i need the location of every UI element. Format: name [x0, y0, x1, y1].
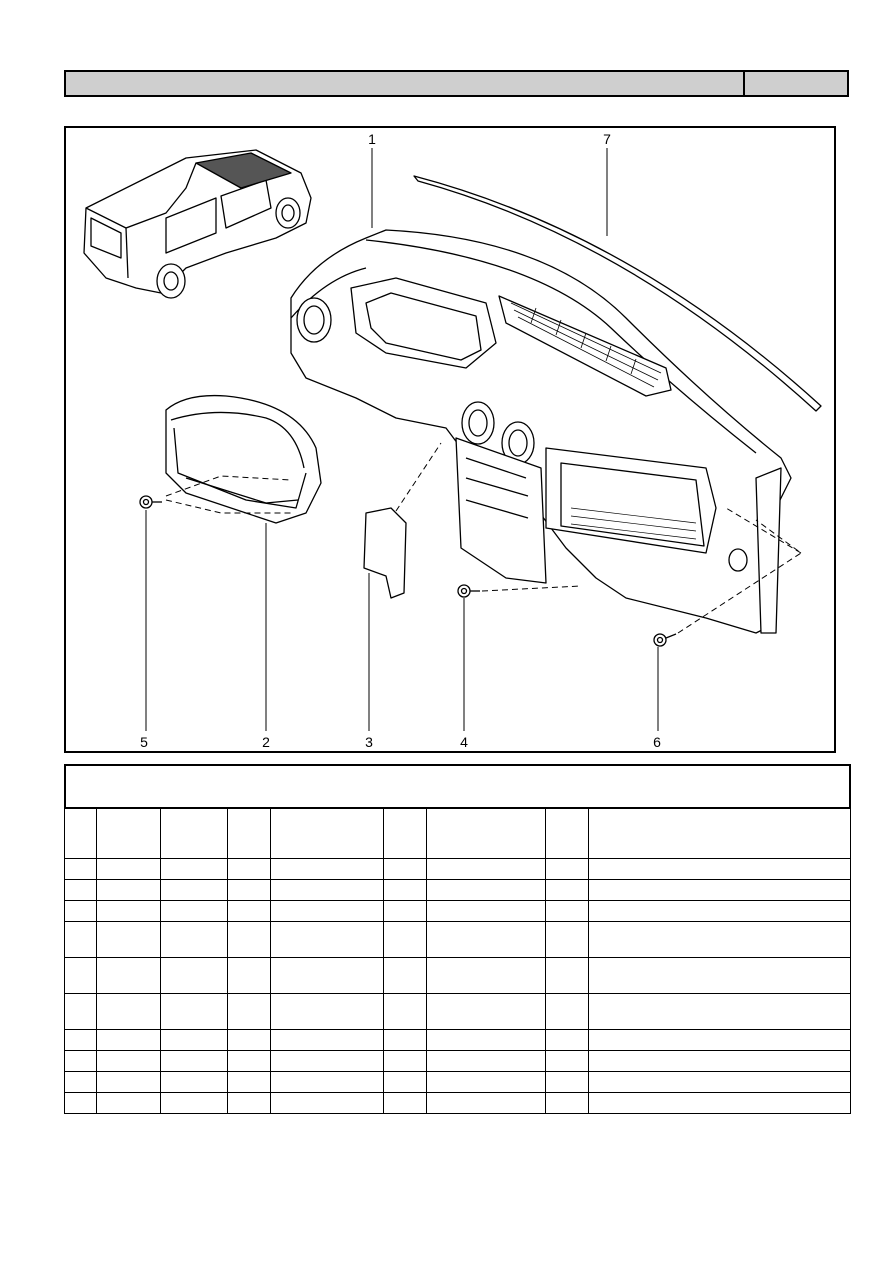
- callout-1: 1: [368, 131, 376, 147]
- table-cell: [65, 1072, 97, 1093]
- table-cell: [160, 1030, 227, 1051]
- dashboard-main-part: [291, 230, 791, 633]
- table-cell: [65, 1051, 97, 1072]
- table-cell: [427, 901, 546, 922]
- table-cell: [160, 922, 227, 958]
- table-cell: [589, 958, 851, 994]
- table-cell: [227, 1051, 270, 1072]
- table-cell: [160, 958, 227, 994]
- table-cell: [65, 880, 97, 901]
- table-cell: [270, 1030, 383, 1051]
- table-cell: [589, 994, 851, 1030]
- table-cell: [270, 958, 383, 994]
- screw-6: [654, 634, 676, 646]
- table-cell: [270, 1072, 383, 1093]
- table-cell: [383, 1051, 427, 1072]
- table-row: [65, 1030, 851, 1051]
- table-row: [65, 880, 851, 901]
- table-cell: [96, 1072, 160, 1093]
- table-cell: [160, 1051, 227, 1072]
- table-cell: [227, 809, 270, 859]
- table-cell: [160, 994, 227, 1030]
- table-cell: [65, 958, 97, 994]
- table-cell: [160, 880, 227, 901]
- table-cell: [227, 1093, 270, 1114]
- table-cell: [270, 922, 383, 958]
- table-cell: [227, 1072, 270, 1093]
- table-cell: [227, 994, 270, 1030]
- screw-5: [140, 496, 162, 508]
- table-cell: [427, 1051, 546, 1072]
- table-row: [65, 922, 851, 958]
- table-row: [65, 958, 851, 994]
- table-cell: [65, 901, 97, 922]
- exploded-view-figure: [64, 126, 836, 753]
- table-cell: [589, 1051, 851, 1072]
- table-cell: [96, 901, 160, 922]
- table-cell: [427, 1093, 546, 1114]
- table-cell: [427, 859, 546, 880]
- table-cell: [546, 1093, 589, 1114]
- table-cell: [427, 1072, 546, 1093]
- table-cell: [227, 958, 270, 994]
- table-cell: [427, 922, 546, 958]
- table-cell: [546, 922, 589, 958]
- callout-6: 6: [653, 734, 661, 750]
- table-cell: [96, 1051, 160, 1072]
- table-cell: [383, 922, 427, 958]
- table-cell: [546, 809, 589, 859]
- table-cell: [383, 1072, 427, 1093]
- table-cell: [383, 880, 427, 901]
- table-cell: [227, 859, 270, 880]
- table-cell: [96, 994, 160, 1030]
- table-cell: [270, 859, 383, 880]
- table-cell: [383, 1093, 427, 1114]
- table-cell: [65, 809, 97, 859]
- table-cell: [96, 922, 160, 958]
- screw-4: [458, 585, 480, 597]
- table-cell: [160, 1072, 227, 1093]
- table-cell: [546, 958, 589, 994]
- table-cell: [227, 880, 270, 901]
- table-cell: [589, 809, 851, 859]
- callout-4: 4: [460, 734, 468, 750]
- table-row: [65, 809, 851, 859]
- table-cell: [589, 1093, 851, 1114]
- table-cell: [65, 922, 97, 958]
- table-cell: [546, 880, 589, 901]
- table-cell: [96, 880, 160, 901]
- callout-7: 7: [603, 131, 611, 147]
- table-cell: [270, 880, 383, 901]
- table-cell: [270, 1093, 383, 1114]
- table-cell: [383, 809, 427, 859]
- table-cell: [270, 901, 383, 922]
- table-cell: [160, 859, 227, 880]
- page-code-cell: [743, 72, 847, 95]
- table-cell: [96, 958, 160, 994]
- table-cell: [65, 859, 97, 880]
- table-cell: [589, 922, 851, 958]
- table-cell: [383, 958, 427, 994]
- table-row: [65, 901, 851, 922]
- table-cell: [427, 1030, 546, 1051]
- table-row: [65, 1051, 851, 1072]
- table-cell: [227, 901, 270, 922]
- table-cell: [589, 1030, 851, 1051]
- table-cell: [383, 994, 427, 1030]
- parts-table-body: [65, 809, 851, 1114]
- table-cell: [589, 880, 851, 901]
- table-row: [65, 1072, 851, 1093]
- page-header-bar: [64, 70, 849, 97]
- table-cell: [65, 1093, 97, 1114]
- vehicle-thumbnail: [84, 150, 311, 298]
- table-cell: [589, 1072, 851, 1093]
- table-cell: [546, 1072, 589, 1093]
- table-cell: [270, 994, 383, 1030]
- table-cell: [65, 1030, 97, 1051]
- table-cell: [383, 1030, 427, 1051]
- table-cell: [427, 994, 546, 1030]
- table-cell: [383, 859, 427, 880]
- callout-3: 3: [365, 734, 373, 750]
- table-cell: [96, 1030, 160, 1051]
- table-cell: [383, 901, 427, 922]
- table-cell: [227, 922, 270, 958]
- table-cell: [270, 1051, 383, 1072]
- table-cell: [227, 1030, 270, 1051]
- callout-5: 5: [140, 734, 148, 750]
- table-cell: [546, 994, 589, 1030]
- table-cell: [427, 958, 546, 994]
- table-row: [65, 859, 851, 880]
- callout-2: 2: [262, 734, 270, 750]
- table-cell: [546, 859, 589, 880]
- table-cell: [546, 1051, 589, 1072]
- table-cell: [589, 901, 851, 922]
- table-cell: [427, 809, 546, 859]
- table-cell: [96, 1093, 160, 1114]
- table-cell: [270, 809, 383, 859]
- table-row: [65, 1093, 851, 1114]
- table-cell: [160, 1093, 227, 1114]
- instrument-cluster-hood: [166, 396, 321, 523]
- table-cell: [589, 859, 851, 880]
- table-cell: [96, 859, 160, 880]
- table-cell: [160, 809, 227, 859]
- table-cell: [96, 809, 160, 859]
- dashboard-drawing: [66, 128, 834, 751]
- table-cell: [546, 901, 589, 922]
- table-row: [65, 994, 851, 1030]
- parts-table: [64, 808, 851, 1114]
- table-cell: [546, 1030, 589, 1051]
- table-cell: [65, 994, 97, 1030]
- steering-column-cover: [364, 508, 406, 598]
- table-cell: [160, 901, 227, 922]
- table-caption-box: [64, 764, 851, 809]
- table-cell: [427, 880, 546, 901]
